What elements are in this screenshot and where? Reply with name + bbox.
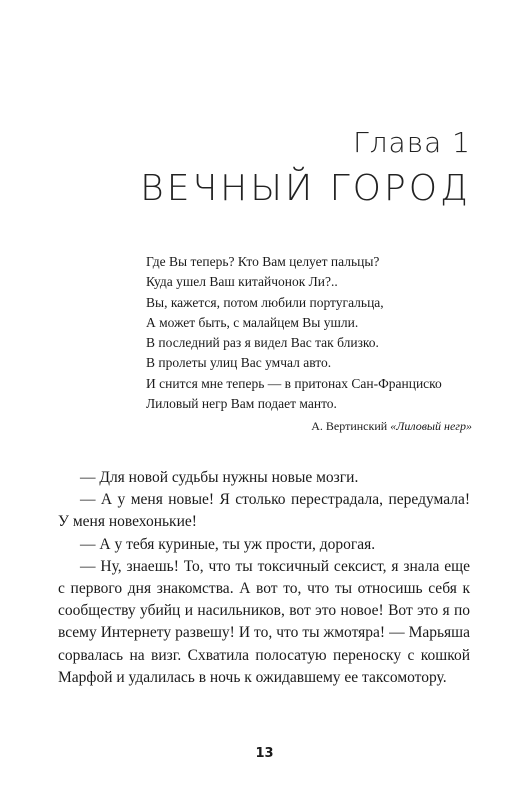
paragraph: — Ну, знаешь! То, что ты токсичный сексист, я знала еще с первого дня знакомства. А вот то, что ты относишь себя к сообществу убийц и насильников, вот это новое! Вот это я по всему Интернету развешу! И то, что ты жмотяра! — Марьяша сорвалась на визг. Схватила полосатую переноску с кошкой Марфой и удалилась в ночь к ожидавшему ее таксомотору. <box>58 557 470 686</box>
epigraph-line: Куда ушел Ваш китайчонок Ли?.. <box>146 274 338 290</box>
body-text <box>58 467 470 689</box>
epigraph <box>146 252 472 437</box>
epigraph-line: Где Вы теперь? Кто Вам целует пальцы? <box>146 254 380 269</box>
epigraph-attribution <box>146 416 472 436</box>
epigraph-work: «Лиловый негр» <box>390 419 472 434</box>
chapter-number: Глава 1 <box>353 126 471 159</box>
chapter-title: ВЕЧНЫЙ ГОРОД <box>140 168 471 209</box>
epigraph-author: А. Вертинский <box>311 419 388 434</box>
epigraph-line: Вы, кажется, потом любили португальца, <box>146 294 384 310</box>
epigraph-line: И снится мне теперь — в притонах Сан-Франциско <box>146 375 442 391</box>
page-number: 13 <box>255 746 274 761</box>
epigraph-line: Лиловый негр Вам подает манто. <box>146 396 337 412</box>
paragraph: — А у меня новые! Я столько перестрадала, передумала! У меня новехонькие! <box>58 491 470 531</box>
paragraph: — А у тебя куриные, ты уж прости, дорогая. <box>80 535 376 553</box>
epigraph-line: В пролеты улиц Вас умчал авто. <box>146 355 332 371</box>
epigraph-line: В последний раз я видел Вас так близко. <box>146 335 379 351</box>
epigraph-line: А может быть, с малайцем Вы ушли. <box>146 314 359 330</box>
paragraph: — Для новой судьбы нужны новые мозги. <box>80 469 359 486</box>
